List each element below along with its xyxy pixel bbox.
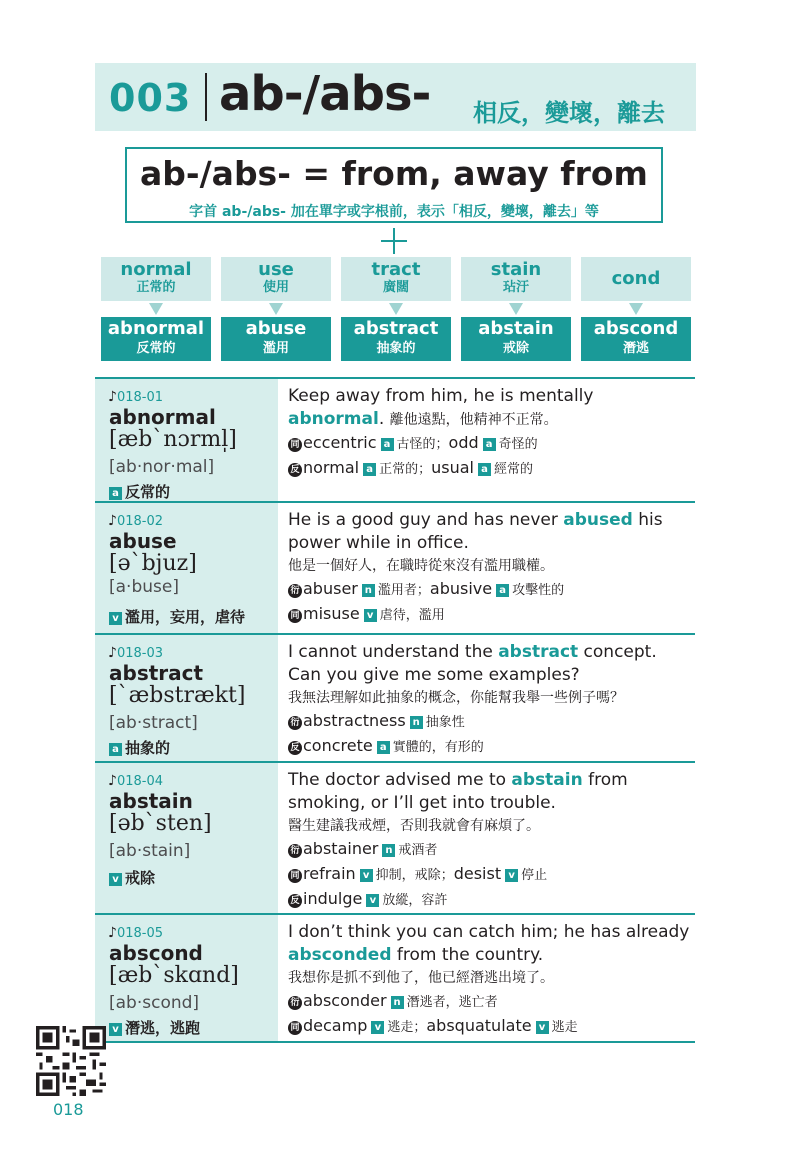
example-text: The doctor advised me to <box>288 770 512 790</box>
related-word: misuse <box>303 604 360 623</box>
entry-headword-panel <box>95 379 278 501</box>
related-word-meaning: 抑制，戒除 <box>375 868 441 883</box>
pos-tag: a <box>496 584 509 597</box>
related-word-meaning: 實體的，有形的 <box>392 740 484 755</box>
definition-box <box>125 147 663 223</box>
separator: ； <box>440 868 454 883</box>
result-word-box <box>581 317 691 361</box>
pos-tag: v <box>505 869 518 882</box>
pos-tag: v <box>364 609 377 622</box>
pos-tag: a <box>109 743 122 756</box>
phonetic: [æbˋnɔrml̩] <box>109 427 237 452</box>
pos-tag: v <box>109 1023 122 1036</box>
pos-tag: a <box>109 487 122 500</box>
related-words-line <box>288 989 693 1014</box>
pos-tag: n <box>382 844 395 857</box>
arrow-down-icon <box>389 303 403 315</box>
base-word: use <box>258 259 294 280</box>
related-word-meaning: 停止 <box>521 868 548 883</box>
part-of-speech-meaning <box>109 481 170 502</box>
entry-row <box>95 913 695 1043</box>
related-word: eccentric <box>303 433 377 452</box>
entry-row <box>95 501 695 633</box>
result-word-meaning: 戒除 <box>502 341 529 356</box>
related-word: abstainer <box>303 839 379 858</box>
related-words-line <box>288 577 693 602</box>
example-text: his power while in office. <box>288 510 663 553</box>
pos-tag: a <box>381 438 394 451</box>
builder-column <box>581 257 691 361</box>
syllables: [ab·stain] <box>109 841 191 861</box>
related-word-meaning: 正常的 <box>379 462 419 477</box>
entry-headword-panel <box>95 763 278 913</box>
example-highlight: abused <box>563 510 633 530</box>
entry-row <box>95 377 695 501</box>
base-word-box <box>581 257 691 301</box>
audio-track[interactable] <box>108 925 163 941</box>
headword-meaning: 抽象的 <box>125 739 171 757</box>
syllables: [ab·nor·mal] <box>109 457 215 477</box>
result-word-meaning: 反常的 <box>136 341 176 356</box>
example-text: Keep away from him, he is mentally <box>288 386 594 406</box>
example-translation: 醫生建議我戒煙，否則我就會有麻煩了。 <box>288 818 540 834</box>
related-word-meaning: 古怪的 <box>396 437 436 452</box>
example-sentence <box>288 385 693 431</box>
result-word: abstain <box>478 318 554 339</box>
pos-tag: a <box>363 463 376 476</box>
music-note-icon: ♪ <box>108 645 117 661</box>
syllables: [a·buse] <box>109 577 179 597</box>
related-word-meaning: 逃走 <box>551 1020 578 1035</box>
related-word: indulge <box>303 889 363 908</box>
example-text: from smoking, or I’ll get into trouble. <box>288 770 628 813</box>
example-sentence <box>288 641 693 687</box>
base-word-meaning: 玷汙 <box>502 280 529 295</box>
music-note-icon: ♪ <box>108 513 117 529</box>
entry-headword-panel <box>95 635 278 761</box>
base-word-meaning: 廣闊 <box>382 280 409 295</box>
headword: abuse <box>109 529 177 553</box>
part-of-speech-meaning <box>109 737 170 758</box>
pos-tag: n <box>391 996 404 1009</box>
separator: ； <box>413 1020 427 1035</box>
related-words-line <box>288 734 693 759</box>
example-text: I don’t think you can catch him; he has already <box>288 922 690 942</box>
relation-mark-icon: 衍 <box>288 716 302 730</box>
example-highlight: abstain <box>511 770 583 790</box>
base-word-box <box>221 257 331 301</box>
example-text: . <box>378 409 390 429</box>
phonetic: [ˋæbstrækt] <box>109 683 246 708</box>
pos-tag: n <box>362 584 375 597</box>
base-word: stain <box>490 259 542 280</box>
base-word-box <box>461 257 571 301</box>
entry-list <box>95 377 695 1043</box>
header-divider <box>205 73 207 121</box>
related-word-meaning: 逃走 <box>387 1020 414 1035</box>
pos-tag: v <box>536 1021 549 1034</box>
part-of-speech-meaning <box>109 606 245 627</box>
phonetic: [əˋbjuz] <box>109 551 197 576</box>
track-number: 018-05 <box>116 926 163 941</box>
related-word-meaning: 潛逃者，逃亡者 <box>406 995 498 1010</box>
arrow-down-icon <box>149 303 163 315</box>
entry-example-panel <box>288 385 693 481</box>
audio-track[interactable] <box>108 389 163 405</box>
base-word-meaning: 使用 <box>262 280 289 295</box>
phonetic: [əbˋsten] <box>109 811 212 836</box>
result-word-box <box>101 317 211 361</box>
track-number: 018-02 <box>116 514 163 529</box>
result-word: abstract <box>353 318 439 339</box>
syllables: [ab·scond] <box>109 993 200 1013</box>
related-words-line <box>288 1014 693 1039</box>
syllables: [ab·stract] <box>109 713 198 733</box>
relation-mark-icon: 衍 <box>288 584 302 598</box>
unit-number: 003 <box>109 76 192 120</box>
audio-track[interactable] <box>108 773 163 789</box>
related-words-line <box>288 887 693 912</box>
result-word: abuse <box>245 318 307 339</box>
related-word: odd <box>448 433 479 452</box>
example-sentence <box>288 769 693 815</box>
related-words-line <box>288 456 693 481</box>
builder-column <box>101 257 211 361</box>
related-words-line <box>288 837 693 862</box>
result-word-box <box>341 317 451 361</box>
related-words-line <box>288 862 693 887</box>
arrow-down-icon <box>509 303 523 315</box>
track-number: 018-04 <box>116 774 163 789</box>
pos-tag: a <box>478 463 491 476</box>
example-text: I cannot understand the <box>288 642 499 662</box>
builder-column <box>221 257 331 361</box>
relation-mark-icon: 衍 <box>288 996 302 1010</box>
result-word-meaning: 抽象的 <box>376 341 416 356</box>
builder-column <box>461 257 571 361</box>
related-word-meaning: 抽象性 <box>425 715 465 730</box>
example-text: concept. Can you give me some examples? <box>288 642 657 685</box>
related-word: concrete <box>303 736 373 755</box>
result-word-meaning: 濫用 <box>262 341 289 356</box>
related-word: abusive <box>429 579 493 598</box>
entry-example-panel <box>288 769 693 912</box>
related-word: desist <box>453 864 502 883</box>
example-highlight: abstract <box>498 642 579 662</box>
headword: abstain <box>109 789 193 813</box>
related-word-meaning: 濫用者 <box>377 583 417 598</box>
builder-column <box>341 257 451 361</box>
page-number: 018 <box>53 1100 84 1119</box>
headword-meaning: 濫用，妄用，虐待 <box>125 608 246 626</box>
example-text: from the country. <box>391 945 544 965</box>
example-text: He is a good guy and has never <box>288 510 564 530</box>
music-note-icon: ♪ <box>108 389 117 405</box>
root-meaning: 相反，變壞，離去 <box>473 99 665 127</box>
relation-mark-icon: 同 <box>288 438 302 452</box>
related-word-meaning: 戒酒者 <box>398 843 438 858</box>
headword-meaning: 潛逃，逃跑 <box>125 1019 201 1037</box>
track-number: 018-01 <box>116 390 163 405</box>
related-word-meaning: 虐待，濫用 <box>379 608 445 623</box>
result-word: abnormal <box>107 318 205 339</box>
relation-mark-icon: 同 <box>288 609 302 623</box>
root-header <box>95 63 696 131</box>
entry-row <box>95 633 695 761</box>
music-note-icon: ♪ <box>108 773 117 789</box>
example-translation: 他是一個好人，在職時從來沒有濫用職權。 <box>288 558 554 574</box>
separator: ； <box>435 437 449 452</box>
plus-icon <box>381 228 407 254</box>
definition-subtitle: 字首 ab-/abs- 加在單字或字根前，表示「相反，變壞，離去」等 <box>189 204 599 220</box>
audio-track[interactable] <box>108 513 163 529</box>
related-word-meaning: 經常的 <box>493 462 533 477</box>
example-sentence <box>288 509 693 555</box>
related-word: refrain <box>303 864 356 883</box>
pos-tag: v <box>371 1021 384 1034</box>
part-of-speech-meaning <box>109 1017 200 1038</box>
pos-tag: v <box>109 612 122 625</box>
headword: abstract <box>109 661 204 685</box>
example-highlight: abnormal <box>288 409 379 429</box>
result-word-box <box>221 317 331 361</box>
example-translation: 我無法理解如此抽象的概念，你能幫我舉一些例子嗎？ <box>288 690 624 706</box>
result-word-meaning: 潛逃 <box>622 341 649 356</box>
pos-tag: n <box>410 716 423 729</box>
example-translation: 離他遠點，他精神不正常。 <box>389 412 558 428</box>
related-words-line <box>288 709 693 734</box>
related-words-line <box>288 602 693 627</box>
relation-mark-icon: 衍 <box>288 844 302 858</box>
definition-title: ab-/abs- = from, away from <box>140 154 648 193</box>
headword: abnormal <box>109 405 216 429</box>
entry-headword-panel <box>95 915 278 1041</box>
pos-tag: a <box>377 741 390 754</box>
music-note-icon: ♪ <box>108 925 117 941</box>
part-of-speech-meaning <box>109 867 155 888</box>
example-translation: 我想你是抓不到他了，他已經潛逃出境了。 <box>288 970 554 986</box>
base-word: normal <box>120 259 192 280</box>
relation-mark-icon: 反 <box>288 463 302 477</box>
related-word: absconder <box>303 991 387 1010</box>
qr-code-icon[interactable] <box>36 1026 106 1096</box>
related-word: normal <box>303 458 360 477</box>
relation-mark-icon: 反 <box>288 741 302 755</box>
related-word-meaning: 奇怪的 <box>498 437 538 452</box>
example-highlight: absconded <box>288 945 392 965</box>
track-number: 018-03 <box>116 646 163 661</box>
audio-track[interactable] <box>108 645 163 661</box>
related-word-meaning: 攻擊性的 <box>512 583 565 598</box>
headword-meaning: 反常的 <box>125 483 171 501</box>
base-word: tract <box>371 259 421 280</box>
base-word-meaning: 正常的 <box>136 280 176 295</box>
related-word: usual <box>431 458 474 477</box>
relation-mark-icon: 同 <box>288 1021 302 1035</box>
entry-example-panel <box>288 921 693 1039</box>
relation-mark-icon: 同 <box>288 869 302 883</box>
pos-tag: v <box>366 894 379 907</box>
related-words-line <box>288 431 693 456</box>
base-word-box <box>341 257 451 301</box>
relation-mark-icon: 反 <box>288 894 302 908</box>
related-word: absquatulate <box>426 1016 532 1035</box>
example-sentence <box>288 921 693 967</box>
base-word-box <box>101 257 211 301</box>
related-word: abstractness <box>303 711 406 730</box>
result-word-box <box>461 317 571 361</box>
pos-tag: a <box>483 438 496 451</box>
arrow-down-icon <box>269 303 283 315</box>
pos-tag: v <box>109 873 122 886</box>
root-title: ab-/abs- <box>219 66 431 122</box>
related-word: decamp <box>303 1016 368 1035</box>
entry-example-panel <box>288 509 693 627</box>
separator: ； <box>416 583 430 598</box>
pos-tag: v <box>360 869 373 882</box>
base-word: cond <box>611 268 661 289</box>
arrow-down-icon <box>629 303 643 315</box>
separator: ； <box>418 462 432 477</box>
entry-row <box>95 761 695 913</box>
result-word: abscond <box>593 318 679 339</box>
headword: abscond <box>109 941 203 965</box>
entry-headword-panel <box>95 503 278 633</box>
related-word: abuser <box>303 579 358 598</box>
entry-example-panel <box>288 641 693 759</box>
related-word-meaning: 放縱，容許 <box>382 893 448 908</box>
phonetic: [æbˋskɑnd] <box>109 963 239 988</box>
headword-meaning: 戒除 <box>125 869 156 887</box>
